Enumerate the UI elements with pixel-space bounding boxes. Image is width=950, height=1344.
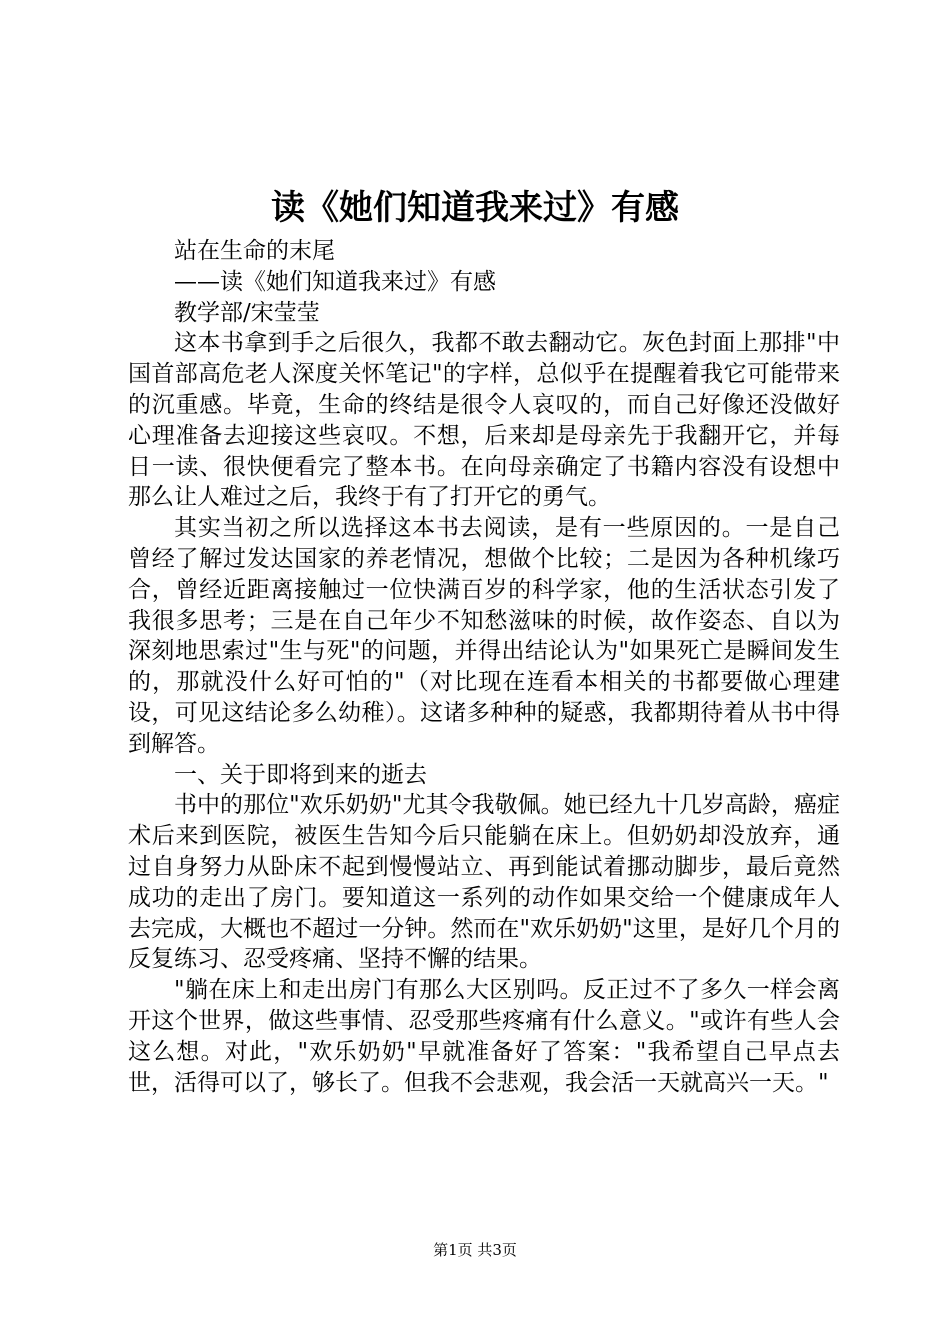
- page-footer: 第1页 共3页: [433, 1241, 517, 1259]
- section-heading: 一、关于即将到来的逝去: [174, 761, 427, 788]
- subtitle-line: ——读《她们知道我来过》有感: [174, 268, 496, 295]
- body-paragraph: 其实当初之所以选择这本书去阅读，是有一些原因的。一是自己曾经了解过发达国家的养老情况，想做个比较；二是因为各种机缘巧合，曾经近距离接触过一位快满百岁的科学家，他的生活状态引发了我很多思考；三是在自己年少不知愁滋味的时候，故作姿态、自以为深刻地思索过"生与死"的问题，并得出结论认为"如果死亡是瞬间发生的，那就没什么好可怕的"（对比现在连看本相关的书都要做心理建设，可见这结论多么幼稚）。这诸多种种的疑惑，我都期待着从书中得到解答。: [128, 515, 840, 757]
- author-line: 教学部/宋莹莹: [174, 299, 320, 326]
- body-paragraph: 书中的那位"欢乐奶奶"尤其令我敬佩。她已经九十几岁高龄，癌症术后来到医院，被医生告知今后只能躺在床上。但奶奶却没放弃，通过自身努力从卧床不起到慢慢站立、再到能试着挪动脚步，最后竟然成功的走出了房门。要知道这一系列的动作如果交给一个健康成年人去完成，大概也不超过一分钟。然而在"欢乐奶奶"这里，是好几个月的反复练习、忍受疼痛、坚持不懈的结果。: [128, 792, 840, 973]
- body-paragraph: 这本书拿到手之后很久，我都不敢去翻动它。灰色封面上那排"中国首部高危老人深度关怀笔记"的字样，总似乎在提醒着我它可能带来的沉重感。毕竟，生命的终结是很令人哀叹的，而自己好像还没做好心理准备去迎接这些哀叹。不想，后来却是母亲先于我翻开它，并每日一读、很快便看完了整本书。在向母亲确定了书籍内容没有设想中那么让人难过之后，我终于有了打开它的勇气。: [128, 330, 840, 511]
- subtitle-line: 站在生命的末尾: [174, 238, 335, 264]
- document-body: [128, 236, 840, 1098]
- document-title: 读《她们知道我来过》有感: [271, 188, 679, 228]
- body-paragraph: "躺在床上和走出房门有那么大区别吗。反正过不了多久一样会离开这个世界，做这些事情、忍受那些疼痛有什么意义。"或许有些人会这么想。对此，"欢乐奶奶"早就准备好了答案："我希望自己早点去世，活得可以了，够长了。但我不会悲观，我会活一天就高兴一天。": [128, 977, 840, 1096]
